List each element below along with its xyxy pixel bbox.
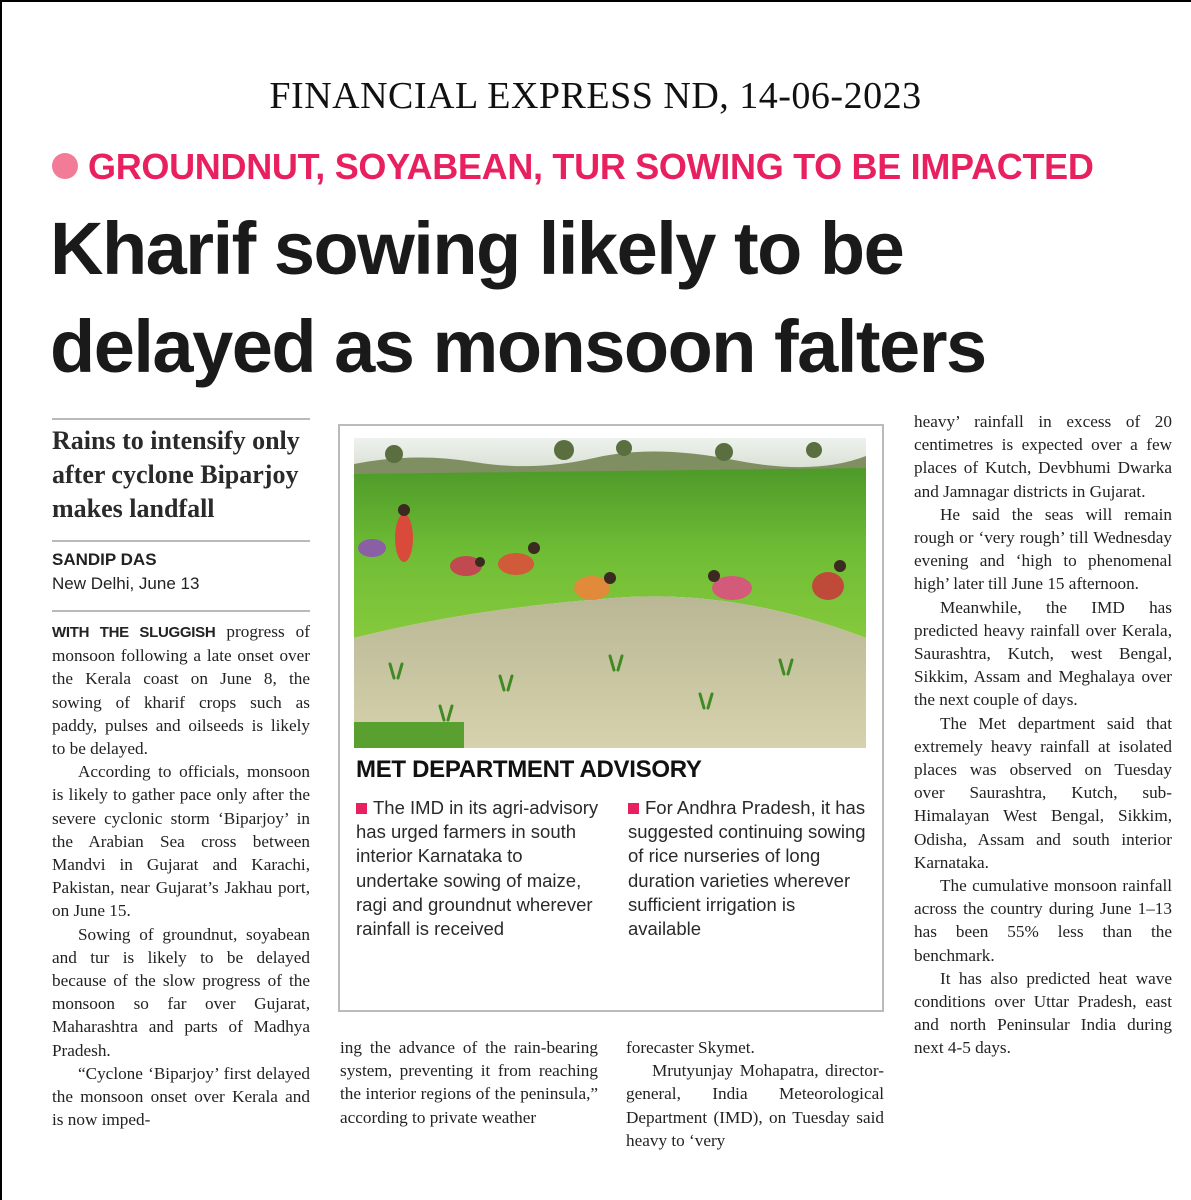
article-column-3 [626, 1036, 884, 1152]
headline-line-2: delayed as monsoon falters [50, 305, 986, 388]
masthead: FINANCIAL EXPRESS ND, 14-06-2023 [269, 75, 922, 117]
paddy-field-photo [354, 438, 866, 748]
paragraph: He said the seas will remain rough or ‘very rough’ till Wednesday evening and ‘high to phenomenal high’ later till June 15 afternoon. [914, 504, 1172, 594]
bullet-square-icon [356, 803, 367, 814]
article-column-2 [340, 1036, 598, 1129]
article-column-1 [52, 620, 310, 1131]
paragraph: heavy’ rainfall in excess of 20 centimetres is expected over a few places of Kutch, Devbhumi Dwarka and Jamnagar districts in Gujarat. [914, 412, 1172, 501]
byline-rule [52, 610, 310, 612]
paragraph: According to officials, monsoon is likely to gather pace only after the severe cyclonic storm ‘Biparjoy’ in the Arabian Sea cross between Mandvi in Gujarat and Karachi, Pakistan, near Gujarat’s Jakhau port, on June 15. [52, 762, 310, 921]
advisory-title: MET DEPARTMENT ADVISORY [356, 756, 702, 783]
paragraph: Sowing of groundnut, soyabean and tur is likely to be delayed because of the slow progress of the monsoon so far over Gujarat, Maharashtra and parts of Madhya Pradesh. [52, 924, 310, 1060]
advisory-bullet-1: The IMD in its agri-advisory has urged farmers in south interior Karnataka to undertake sowing of maize, ragi and groundnut wherever rainfall is received [356, 797, 599, 940]
paragraph: The Met department said that extremely heavy rainfall at isolated places was observed on Tuesday over Saurashtra, Kutch, sub-Himalayan West Bengal, Sikkim, Odisha, Assam and south interior Karnataka. [914, 713, 1172, 872]
kicker-dot-icon [52, 153, 78, 179]
paragraph: Meanwhile, the IMD has predicted heavy rainfall over Kerala, Saurashtra, Kutch, west Bengal, Sikkim, Assam and Meghalaya over the next couple of days. [914, 597, 1172, 710]
paragraph: forecaster Skymet. [626, 1038, 755, 1057]
byline: SANDIP DAS [52, 550, 157, 569]
paragraph: Mrutyunjay Mohapatra, director-general, India Meteorological Department (IMD), on Tuesday said heavy to ‘very [626, 1061, 884, 1150]
advisory-bullet-2: For Andhra Pradesh, it has suggested continuing sowing of rice nurseries of long duration varieties wherever sufficient irrigation is available [628, 797, 866, 940]
deck: Rains to intensify only after cyclone Biparjoy makes landfall [52, 426, 300, 523]
headline [50, 200, 1185, 396]
paragraph: “Cyclone ‘Biparjoy’ first delayed the monsoon onset over Kerala and is now imped- [52, 1063, 310, 1130]
bullet-square-icon [628, 803, 639, 814]
lead-in: WITH THE SLUGGISH [52, 624, 216, 641]
paragraph: ing the advance of the rain-bearing system, preventing it from reaching the interior regions of the peninsula,” according to private weather [340, 1038, 598, 1127]
deck-rule-top [52, 418, 310, 420]
dateline: New Delhi, June 13 [52, 574, 200, 593]
article-column-4 [914, 410, 1172, 1060]
kicker [52, 146, 1182, 188]
kicker-text: GROUNDNUT, SOYABEAN, TUR SOWING TO BE IMPACTED [88, 146, 1094, 187]
paragraph: WITH THE SLUGGISH progress of monsoon following a late onset over the Kerala coast on June 8, the sowing of kharif crops such as paddy, pulses and oilseeds is likely to be delayed. [52, 622, 310, 759]
paragraph: The cumulative monsoon rainfall across the country during June 1–13 has been 55% less than the benchmark. [914, 876, 1172, 965]
paragraph: It has also predicted heat wave conditions over Uttar Pradesh, east and north Peninsular India during next 4-5 days. [914, 968, 1172, 1058]
headline-line-1: Kharif sowing likely to be [50, 207, 904, 290]
deck-rule-bottom [52, 540, 310, 542]
